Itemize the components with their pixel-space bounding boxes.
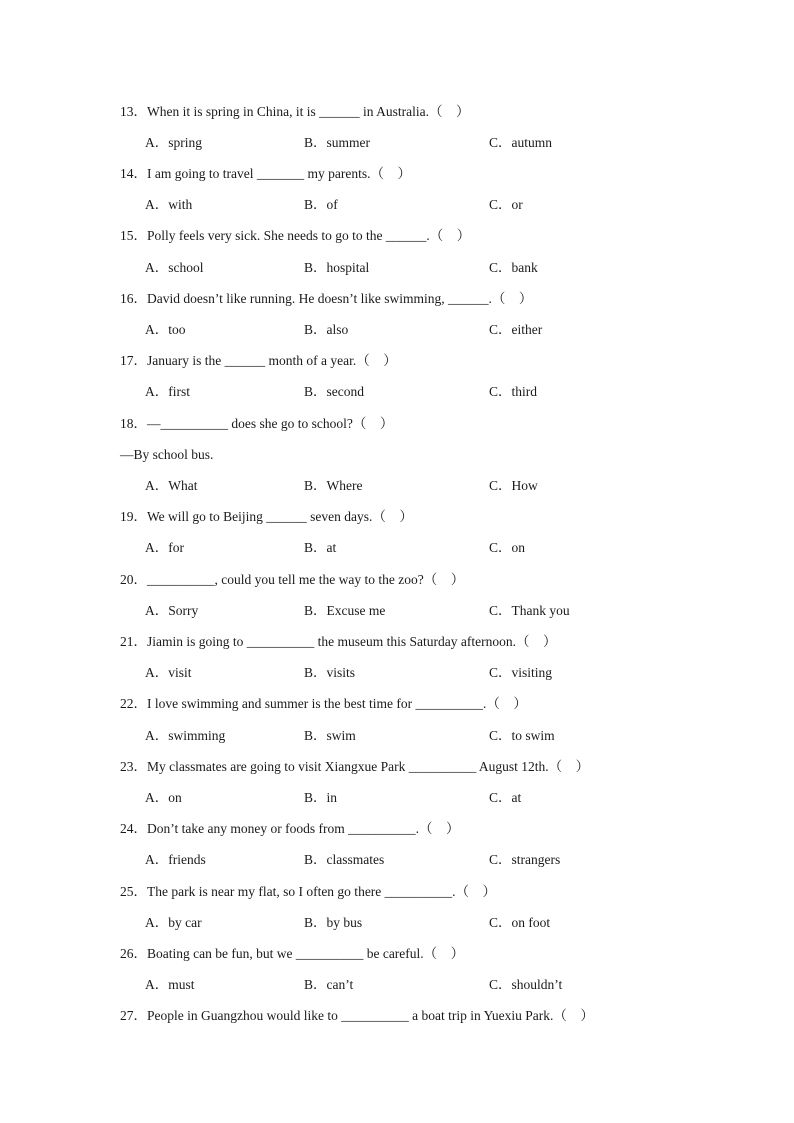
option-c[interactable]: C．How [489,478,538,493]
question-26 [0,944,794,964]
option-c[interactable]: C．strangers [489,852,561,867]
options-24 [0,850,794,870]
option-b[interactable]: B．of [304,197,338,212]
option-a[interactable]: A．by car [145,915,202,930]
option-b[interactable]: B．can’t [304,977,354,992]
option-c[interactable]: C．bank [489,260,538,275]
dialogue-answer: —By school bus. [120,447,214,462]
options-20 [0,601,794,621]
option-c[interactable]: C．to swim [489,728,555,743]
options-21 [0,663,794,683]
option-a[interactable]: A．on [145,790,182,805]
options-16 [0,320,794,340]
question-14 [0,164,794,184]
option-c[interactable]: C．at [489,790,522,805]
option-b[interactable]: B．classmates [304,852,385,867]
question-stem: 14．I am going to travel _______ my parents.（ ） [120,166,411,181]
option-a[interactable]: A．What [145,478,198,493]
options-18 [0,476,794,496]
option-a[interactable]: A．for [145,540,184,555]
option-b[interactable]: B．by bus [304,915,363,930]
option-b[interactable]: B．visits [304,665,356,680]
option-c[interactable]: C．or [489,197,523,212]
option-b[interactable]: B．second [304,384,364,399]
question-stem: 20．__________, could you tell me the way to the zoo?（ ） [120,572,465,587]
question-stem: 24．Don’t take any money or foods from __________.（ ） [120,821,460,836]
question-22 [0,694,794,714]
question-19 [0,507,794,527]
options-23 [0,788,794,808]
question-16 [0,289,794,309]
option-a[interactable]: A．spring [145,135,202,150]
option-a[interactable]: A．swimming [145,728,226,743]
option-b[interactable]: B．summer [304,135,370,150]
option-c[interactable]: C．on foot [489,915,551,930]
option-b[interactable]: B．at [304,540,337,555]
question-21 [0,632,794,652]
options-22 [0,726,794,746]
option-b[interactable]: B．hospital [304,260,370,275]
question-stem: 13．When it is spring in China, it is ______ in Australia.（ ） [120,104,470,119]
option-b[interactable]: B．swim [304,728,356,743]
question-27 [0,1006,794,1026]
option-b[interactable]: B．Where [304,478,363,493]
option-a[interactable]: A．school [145,260,204,275]
option-b[interactable]: B．also [304,322,349,337]
option-c[interactable]: C．visiting [489,665,553,680]
question-13 [0,102,794,122]
option-c[interactable]: C．Thank you [489,603,570,618]
question-17 [0,351,794,371]
question-stem: 25．The park is near my flat, so I often go there __________.（ ） [120,884,497,899]
question-stem: 26．Boating can be fun, but we __________ be careful.（ ） [120,946,465,961]
option-c[interactable]: C．autumn [489,135,552,150]
options-13 [0,133,794,153]
question-stem: 21．Jiamin is going to __________ the museum this Saturday afternoon.（ ） [120,634,557,649]
option-a[interactable]: A．friends [145,852,206,867]
options-17 [0,382,794,402]
question-23 [0,757,794,777]
option-a[interactable]: A．with [145,197,193,212]
option-a[interactable]: A．must [145,977,195,992]
option-a[interactable]: A．first [145,384,190,399]
option-c[interactable]: C．on [489,540,526,555]
option-a[interactable]: A．visit [145,665,192,680]
option-c[interactable]: C．third [489,384,538,399]
options-25 [0,913,794,933]
question-stem: 15．Polly feels very sick. She needs to go to the ______.（ ） [120,228,471,243]
options-26 [0,975,794,995]
question-18-dialogue [0,445,794,465]
question-18 [0,414,794,434]
option-b[interactable]: B．Excuse me [304,603,386,618]
options-14 [0,195,794,215]
question-stem: 18．—__________ does she go to school?（ ） [120,416,394,431]
question-stem: 16．David doesn’t like running. He doesn’t like swimming, ______.（ ） [120,291,533,306]
option-b[interactable]: B．in [304,790,338,805]
options-19 [0,538,794,558]
question-20 [0,570,794,590]
question-25 [0,882,794,902]
question-15 [0,226,794,246]
question-stem: 19．We will go to Beijing ______ seven days.（ ） [120,509,413,524]
option-a[interactable]: A．too [145,322,186,337]
option-c[interactable]: C．shouldn’t [489,977,563,992]
question-stem: 17．January is the ______ month of a year.（ ） [120,353,397,368]
option-c[interactable]: C．either [489,322,543,337]
question-24 [0,819,794,839]
option-a[interactable]: A．Sorry [145,603,199,618]
question-stem: 27．People in Guangzhou would like to __________ a boat trip in Yuexiu Park.（ ） [120,1008,594,1023]
question-stem: 22．I love swimming and summer is the best time for __________.（ ） [120,696,527,711]
question-stem: 23．My classmates are going to visit Xiangxue Park __________ August 12th.（ ） [120,759,590,774]
options-15 [0,258,794,278]
